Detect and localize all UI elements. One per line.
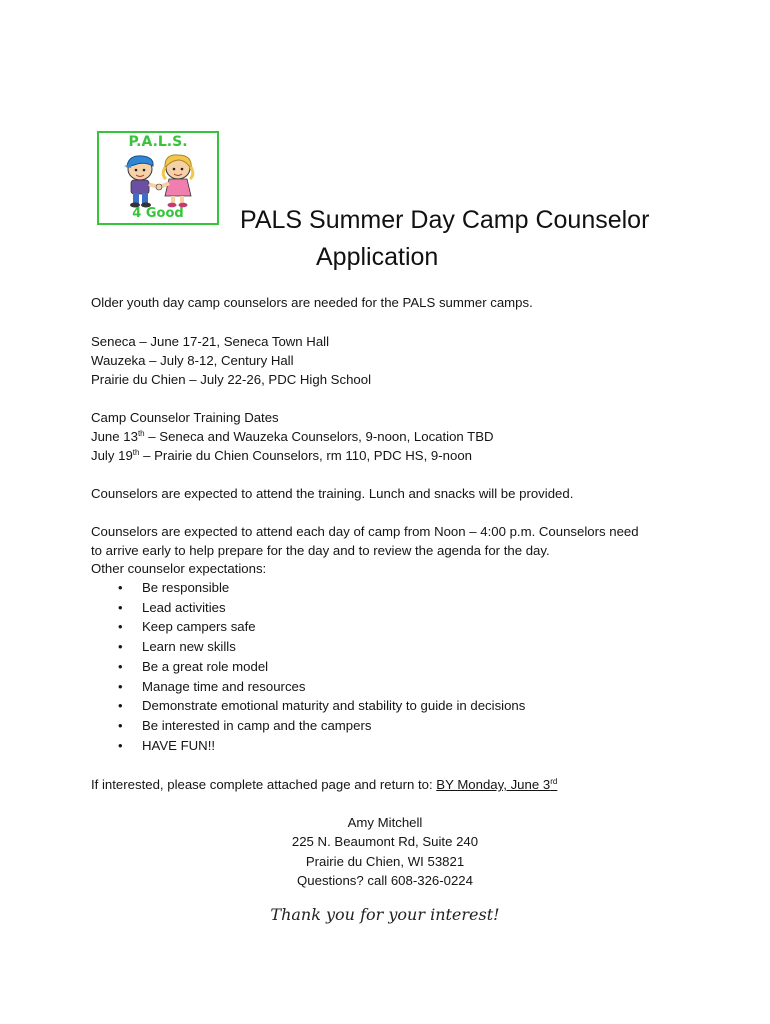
contact-name: Amy Mitchell (347, 815, 423, 830)
bullet-icon: • (118, 639, 123, 655)
list-item: • Learn new skills (91, 637, 525, 657)
training-heading: Camp Counselor Training Dates (91, 410, 279, 425)
return-instructions (91, 775, 557, 794)
training-date (91, 427, 494, 446)
expectations-heading: Other counselor expectations: (91, 561, 267, 576)
ordinal-suffix: rd (550, 777, 558, 786)
contact-city: Prairie du Chien, WI 53821 (305, 853, 465, 869)
bullet-icon: • (118, 619, 123, 635)
bullet-icon: • (118, 737, 123, 753)
list-item: • Be a great role model (91, 657, 525, 677)
bullet-icon: • (118, 698, 123, 714)
camp-schedule-item: Seneca – June 17-21, Seneca Town Hall (91, 334, 330, 349)
camp-schedule-item: Prairie du Chien – July 22-26, PDC High School (91, 372, 372, 387)
attendance-text: to arrive early to help prepare for the day and to review the agenda for the day. (91, 543, 550, 558)
title-line-1: PALS Summer Day Camp Counselor (240, 206, 650, 234)
bullet-icon: • (118, 580, 123, 595)
training-date-day: June 13 (91, 429, 138, 444)
expectations-list (91, 578, 525, 755)
contact-address: 225 N. Beaumont Rd, Suite 240 (291, 834, 479, 850)
ordinal-suffix: th (137, 429, 145, 438)
list-item: • Manage time and resources (91, 677, 525, 697)
contact-phone: Questions? call 608-326-0224 (297, 872, 473, 888)
title-line-2: Application (316, 243, 439, 271)
bullet-icon: • (118, 717, 123, 733)
logo-bottom-text: 4 Good (132, 206, 184, 221)
bullet-icon: • (118, 678, 123, 694)
training-date-day: July 19 (91, 448, 133, 463)
training-date (91, 446, 472, 465)
closing-message: Thank you for your interest! (270, 905, 500, 924)
kids-holding-hands-illustration (114, 151, 206, 209)
training-date-details: – Seneca and Wauzeka Counselors, 9-noon, Location TBD (144, 429, 494, 444)
training-date-details: – Prairie du Chien Counselors, rm 110, PDC HS, 9-noon (139, 448, 472, 463)
logo-top-text: P.A.L.S. (128, 134, 188, 150)
bullet-icon: • (118, 658, 123, 674)
pals-logo (97, 131, 219, 225)
camp-schedule-item: Wauzeka – July 8-12, Century Hall (91, 353, 294, 368)
training-note: Counselors are expected to attend the training. Lunch and snacks will be provided. (91, 486, 574, 501)
list-item: • Lead activities (91, 598, 525, 618)
bullet-icon: • (118, 599, 123, 615)
list-item: • Keep campers safe (91, 617, 525, 637)
deadline: BY Monday, June 3rd (436, 777, 558, 792)
return-instructions-text: If interested, please complete attached page and return to: (91, 777, 437, 792)
page-title (240, 202, 710, 276)
list-item: • Demonstrate emotional maturity and stability to guide in decisions (91, 696, 525, 716)
list-item: • HAVE FUN!! (91, 736, 525, 756)
ordinal-suffix: th (132, 448, 140, 457)
list-item: • Be responsible (91, 578, 525, 598)
attendance-text: Counselors are expected to attend each day of camp from Noon – 4:00 p.m. Counselors need (91, 524, 639, 539)
list-item: • Be interested in camp and the campers (91, 716, 525, 736)
contact-block (200, 813, 570, 890)
intro-text: Older youth day camp counselors are needed for the PALS summer camps. (91, 295, 533, 310)
